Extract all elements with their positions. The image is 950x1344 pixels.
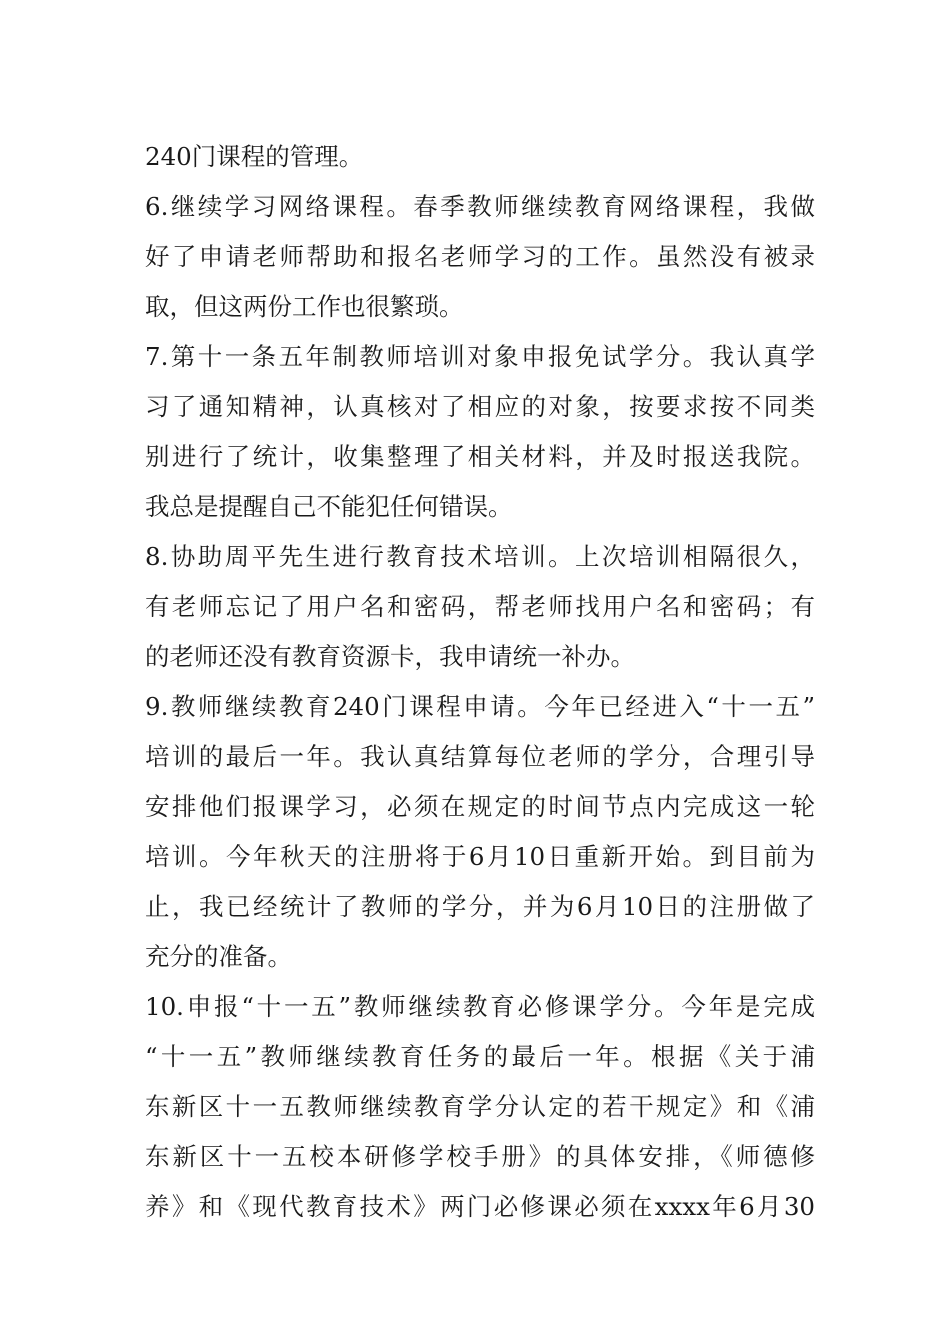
text-line: 240门课程的管理。 (145, 142, 364, 171)
text-line: 我总是提醒自己不能犯任何错误。 (145, 492, 513, 521)
document-body (145, 132, 815, 1232)
text-line: 6.继续学习网络课程。春季教师继续教育网络课程，我做 (145, 192, 815, 221)
text-line: 好了申请老师帮助和报名老师学习的工作。虽然没有被录 (145, 242, 815, 271)
text-line: 别进行了统计，收集整理了相关材料，并及时报送我院。 (145, 442, 815, 471)
text-line: 的老师还没有教育资源卡，我申请统一补办。 (145, 642, 635, 671)
text-line: 培训。今年秋天的注册将于6月10日重新开始。到目前为 (145, 842, 815, 871)
text-line: 7.第十一条五年制教师培训对象申报免试学分。我认真学 (145, 342, 815, 371)
text-line: 习了通知精神，认真核对了相应的对象，按要求按不同类 (145, 392, 815, 421)
text-line: 东新区十一五教师继续教育学分认定的若干规定》和《浦 (145, 1092, 815, 1121)
text-line: “十一五”教师继续教育任务的最后一年。根据《关于浦 (145, 1042, 815, 1071)
text-line: 止，我已经统计了教师的学分，并为6月10日的注册做了 (145, 892, 815, 921)
text-line: 安排他们报课学习，必须在规定的时间节点内完成这一轮 (145, 792, 815, 821)
text-line: 9.教师继续教育240门课程申请。今年已经进入“十一五” (145, 692, 815, 721)
text-line: 8.协助周平先生进行教育技术培训。上次培训相隔很久， (145, 542, 815, 571)
text-line: 取，但这两份工作也很繁琐。 (145, 292, 464, 321)
text-line: 有老师忘记了用户名和密码，帮老师找用户名和密码；有 (145, 592, 815, 621)
text-line: 10.申报“十一五”教师继续教育必修课学分。今年是完成 (145, 992, 815, 1021)
text-line: 培训的最后一年。我认真结算每位老师的学分，合理引导 (145, 742, 815, 771)
text-line: 养》和《现代教育技术》两门必修课必须在xxxx年6月30 (145, 1192, 815, 1221)
text-line: 东新区十一五校本研修学校手册》的具体安排，《师德修 (145, 1142, 815, 1171)
text-line: 充分的准备。 (145, 942, 292, 971)
